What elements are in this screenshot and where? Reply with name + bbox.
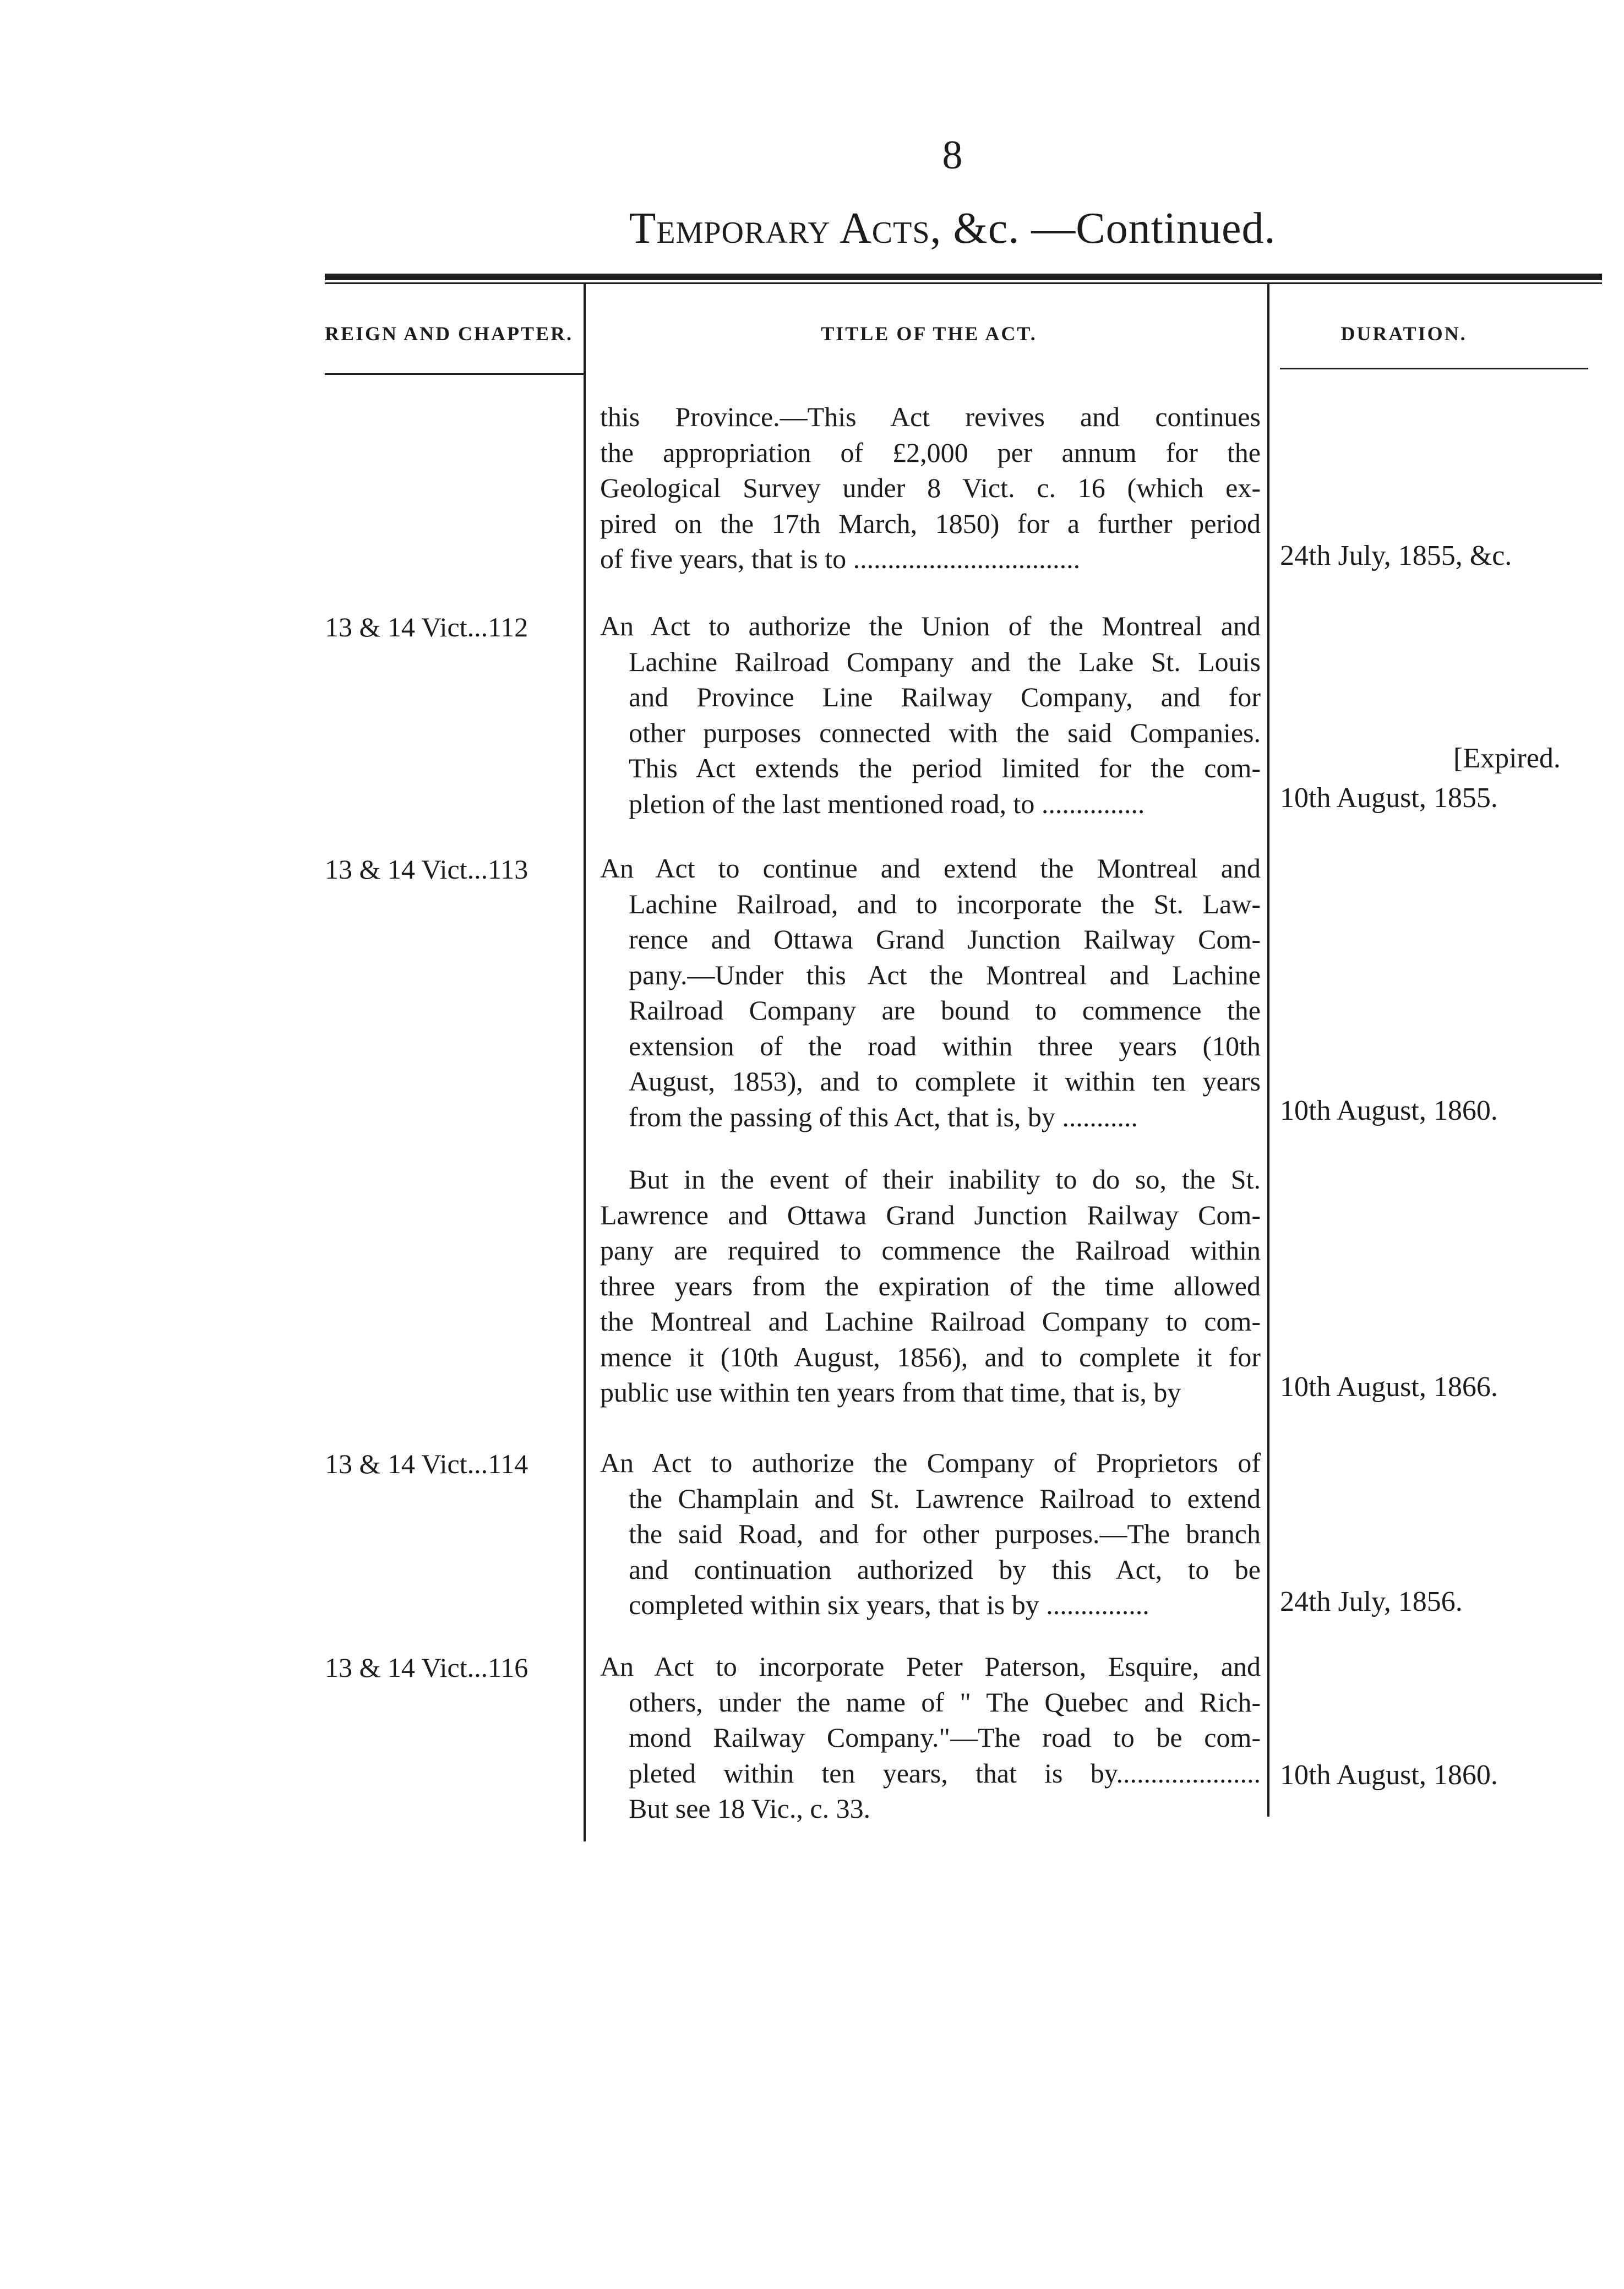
- act-entry-3-duration: 10th August, 1866.: [1280, 1371, 1498, 1403]
- column-divider-right: [1267, 284, 1269, 1817]
- heading-rule-duration: [1280, 368, 1588, 369]
- act-entry-3-title: [600, 1162, 1261, 1410]
- act-entry-4-title: [600, 1445, 1261, 1623]
- act-line: This Act extends the period limited for the com-: [629, 753, 1261, 783]
- act-line: others, under the name of " The Quebec and Rich-: [629, 1686, 1261, 1718]
- act-line: pany.—Under this Act the Montreal and Lachine: [629, 959, 1261, 990]
- act-line: Geological Survey under 8 Vict. c. 16 (which ex-: [600, 472, 1261, 503]
- act-entry-1-reign: 13 & 14 Vict...112: [325, 612, 528, 642]
- act-entry-5-title: [600, 1649, 1261, 1827]
- act-line: completed within six years, that is by ...............: [629, 1589, 1149, 1620]
- act-entry-2-title: [600, 851, 1261, 1135]
- act-line: mond Railway Company."—The road to be com-: [629, 1722, 1261, 1753]
- act-line: extension of the road within three years (10th: [629, 1030, 1261, 1061]
- act-line: three years from the expiration of the time allowed: [600, 1270, 1261, 1301]
- act-line: An Act to incorporate Peter Paterson, Esquire, and: [600, 1651, 1261, 1682]
- column-heading-title: TITLE OF THE ACT.: [821, 323, 1037, 345]
- act-line: mence it (10th August, 1856), and to complete it for: [600, 1341, 1261, 1372]
- act-line: An Act to continue and extend the Montreal and: [600, 853, 1261, 884]
- column-heading-duration: DURATION.: [1340, 323, 1467, 345]
- page-title: [0, 204, 1624, 254]
- act-entry-2-duration: 10th August, 1860.: [1280, 1095, 1498, 1126]
- act-entry-4-reign: 13 & 14 Vict...114: [325, 1448, 528, 1479]
- act-line: this Province.—This Act revives and continues: [600, 401, 1261, 432]
- act-line: pletion of the last mentioned road, to ...............: [629, 788, 1145, 819]
- act-entry-4-duration: 24th July, 1856.: [1280, 1586, 1463, 1617]
- act-line: But in the event of their inability to do so, the St.: [629, 1164, 1261, 1195]
- act-entry-5-reign: 13 & 14 Vict...116: [325, 1652, 528, 1683]
- act-line: from the passing of this Act, that is, by ...........: [629, 1101, 1138, 1132]
- act-line: Lachine Railroad Company and the Lake St. Louis: [629, 646, 1261, 677]
- act-line: and continuation authorized by this Act, to be: [629, 1554, 1261, 1585]
- act-line: Railroad Company are bound to commence the: [629, 995, 1261, 1026]
- page-title-continued: &c. —Continued.: [941, 204, 1276, 253]
- act-line: An Act to authorize the Union of the Montreal and: [600, 611, 1261, 641]
- act-line: the said Road, and for other purposes.—The branch: [629, 1518, 1261, 1549]
- act-entry-1-duration: 10th August, 1855.: [1280, 782, 1498, 814]
- act-line: and Province Line Railway Company, and for: [629, 682, 1261, 712]
- act-line: Lawrence and Ottawa Grand Junction Railway Com-: [600, 1199, 1261, 1230]
- act-line: An Act to authorize the Company of Proprietors of: [600, 1447, 1261, 1478]
- act-line: Lachine Railroad, and to incorporate the St. Law-: [629, 888, 1261, 919]
- column-heading-reign: REIGN AND CHAPTER.: [325, 323, 574, 345]
- act-entry-0-title: [600, 399, 1261, 577]
- act-line: the Champlain and St. Lawrence Railroad to extend: [629, 1483, 1261, 1514]
- act-line: the appropriation of £2,000 per annum for the: [600, 437, 1261, 468]
- act-line: the Montreal and Lachine Railroad Company to com-: [600, 1306, 1261, 1337]
- act-line: other purposes connected with the said Companies.: [629, 717, 1261, 748]
- heading-rule-reign: [325, 373, 584, 375]
- act-entry-1-title: [600, 608, 1261, 821]
- act-entry-5-duration: 10th August, 1860.: [1280, 1759, 1498, 1791]
- act-entry-0-duration: 24th July, 1855, &c.: [1280, 540, 1512, 571]
- column-divider-left: [584, 284, 586, 1841]
- act-line: rence and Ottawa Grand Junction Railway Com-: [629, 924, 1261, 955]
- act-entry-2-reign: 13 & 14 Vict...113: [325, 854, 528, 885]
- act-line: pired on the 17th March, 1850) for a further period: [600, 508, 1261, 539]
- act-line: pleted within ten years, that is by.....................: [629, 1757, 1261, 1789]
- page-title-smallcaps: Temporary Acts,: [629, 204, 942, 253]
- page-number: 8: [942, 133, 963, 178]
- act-line: pany are required to commence the Railroad within: [600, 1235, 1261, 1266]
- header-rule-thick: [325, 274, 1602, 280]
- act-entry-1-expired: [Expired.: [1453, 743, 1561, 774]
- act-line: of five years, that is to .................................: [600, 543, 1081, 574]
- act-line: public use within ten years from that time, that is, by: [600, 1377, 1181, 1408]
- act-line: August, 1853), and to complete it within ten years: [629, 1066, 1261, 1097]
- act-line: But see 18 Vic., c. 33.: [629, 1793, 871, 1824]
- header-rule-thin: [325, 282, 1602, 284]
